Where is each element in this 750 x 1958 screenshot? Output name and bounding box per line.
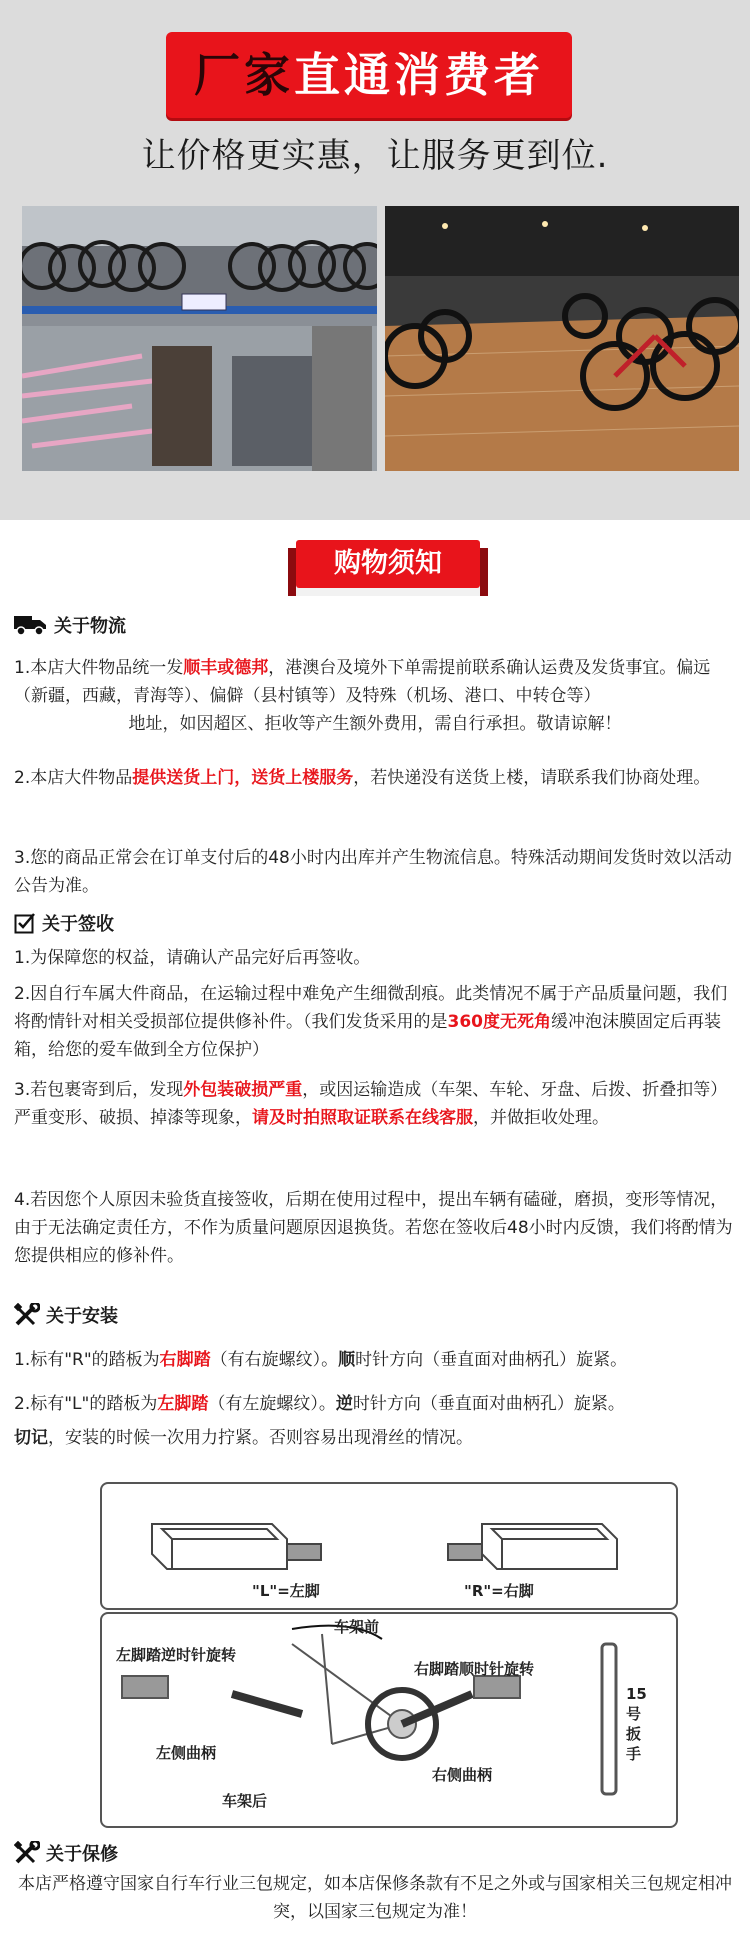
hero-subtitle: 让价格更实惠，让服务更到位.: [141, 136, 609, 176]
install-p1-c: 时针方向（垂直面对曲柄孔）旋紧。: [355, 1350, 628, 1370]
hero-banner-part2: 直通消费者: [294, 48, 544, 102]
logistics-p1-red: 顺丰或德邦: [183, 658, 269, 678]
pedal-diagram-box: [100, 1482, 678, 1610]
signing-p2-red: 360度无死角: [447, 1012, 551, 1032]
signing-heading: [14, 910, 114, 936]
right-pedal-label: "R"=右脚: [464, 1582, 534, 1600]
factory-photo: [22, 206, 377, 471]
logistics-p1-b: ，港澳台及境外下单需提前联系确认运费及发货事宜。偏远（新疆，西藏，青海等）、偏僻（县村镇等）及特殊（机场、港口、中转仓等）: [14, 658, 711, 706]
signing-item-2: [14, 980, 736, 1064]
tools-icon: [14, 1841, 40, 1865]
showroom-photo: [385, 206, 739, 471]
logistics-item-1-cont: 地址，如因超区、拒收等产生额外费用，需自行承担。敬请谅解！: [128, 714, 622, 734]
logistics-p2-a: 2.本店大件物品: [14, 768, 133, 788]
hero-banner-part1: 厂家: [194, 48, 294, 102]
signing-p3-b: ，或因运输造成（车架、车轮、牙盘、后拨、折叠扣等）严重变形、破损、掉漆等现象，: [14, 1080, 728, 1128]
pedal-install-diagram: [100, 1482, 680, 1828]
signing-p3-red1: 外包装破损严重: [183, 1080, 303, 1100]
logistics-item-2: [14, 764, 736, 792]
frame-rear-label: 车架后: [222, 1792, 268, 1810]
logistics-p2-red: 提供送货上门，送货上楼服务: [132, 768, 354, 788]
install-p2-red: 左脚踏: [157, 1394, 209, 1414]
wrench-label: 15 号 扳 手: [626, 1685, 647, 1763]
install-p3-bold: 切记: [14, 1428, 48, 1448]
install-item-2: [14, 1390, 736, 1418]
signing-item-3: [14, 1076, 736, 1132]
install-p2-bold: 逆: [335, 1394, 353, 1414]
install-p2-a: 2.标有"L"的踏板为: [14, 1394, 158, 1414]
right-crank-label: 右侧曲柄: [432, 1766, 493, 1784]
hero-banner: [166, 32, 572, 118]
install-p1-bold: 顺: [338, 1350, 356, 1370]
logistics-p1-a: 1.本店大件物品统一发: [14, 658, 184, 678]
logistics-heading-text: 关于物流: [54, 616, 126, 637]
frame-front-label: 车架前: [334, 1618, 380, 1636]
install-item-1: [14, 1346, 736, 1374]
notice-title: 购物须知: [296, 540, 480, 588]
signing-item-4: 4.若因您个人原因未验货直接签收，后期在使用过程中，提出车辆有磕碰，磨损，变形等情况，由于无法确定责任方，不作为质量问题原因退换货。若您在签收后48小时内反馈，我们将酌情为您提供相应的修补件。: [14, 1190, 733, 1266]
signing-p3-red2: 请及时拍照取证联系在线客服: [252, 1108, 473, 1128]
crank-diagram-box: [100, 1612, 678, 1828]
signing-p2-b: 缓冲泡沫膜固定后再装箱，给您的爱车做到全方位保护）: [14, 1012, 721, 1060]
logistics-item-3: 3.您的商品正常会在订单支付后的48小时内出库并产生物流信息。特殊活动期间发货时效以活动公告为准。: [14, 848, 732, 896]
logistics-p2-b: ，若快递没有送货上楼，请联系我们协商处理。: [353, 768, 711, 788]
install-p2-b: （有左旋螺纹）。: [208, 1394, 336, 1414]
signing-item-1: 1.为保障您的权益，请确认产品完好后再签收。: [14, 948, 371, 968]
install-p1-b: （有右旋螺纹）。: [210, 1350, 339, 1370]
truck-icon: [14, 614, 48, 636]
tools-icon: [14, 1303, 40, 1327]
logistics-item-1: [14, 654, 736, 710]
signing-p3-c: ，并做拒收处理。: [473, 1108, 609, 1128]
install-heading-text: 关于安装: [46, 1306, 118, 1327]
left-crank-label: 左侧曲柄: [156, 1744, 217, 1762]
signing-heading-text: 关于签收: [42, 914, 114, 935]
install-p1-a: 1.标有"R"的踏板为: [14, 1350, 160, 1370]
signing-p2-a: 2.因自行车属大件商品，在运输过程中难免产生细微刮痕。此类情况不属于产品质量问题，我们将酌情针对相关受损部位提供修补件。（我们发货采用的是: [14, 984, 728, 1032]
logistics-heading: [14, 612, 126, 638]
install-p2-c: 时针方向（垂直面对曲柄孔）旋紧。: [352, 1394, 625, 1414]
left-pedal-label: "L"=左脚: [252, 1582, 320, 1600]
install-p3-rest: ，安装的时候一次用力拧紧。否则容易出现滑丝的情况。: [48, 1428, 473, 1448]
install-heading: [14, 1302, 118, 1328]
warranty-heading-text: 关于保修: [46, 1844, 118, 1865]
right-rotate-label: 右脚踏顺时针旋转: [414, 1660, 535, 1678]
checkbox-icon: [14, 912, 36, 934]
left-rotate-label: 左脚踏逆时针旋转: [116, 1646, 237, 1664]
install-item-3: [14, 1424, 736, 1452]
warranty-text: 本店严格遵守国家自行车行业三包规定，如本店保修条款有不足之外或与国家相关三包规定相冲突，以国家三包规定为准！: [18, 1874, 732, 1922]
warranty-heading: [14, 1840, 118, 1866]
hero-section: [0, 0, 750, 520]
signing-p3-a: 3.若包裹寄到后，发现: [14, 1080, 184, 1100]
install-p1-red: 右脚踏: [159, 1350, 211, 1370]
